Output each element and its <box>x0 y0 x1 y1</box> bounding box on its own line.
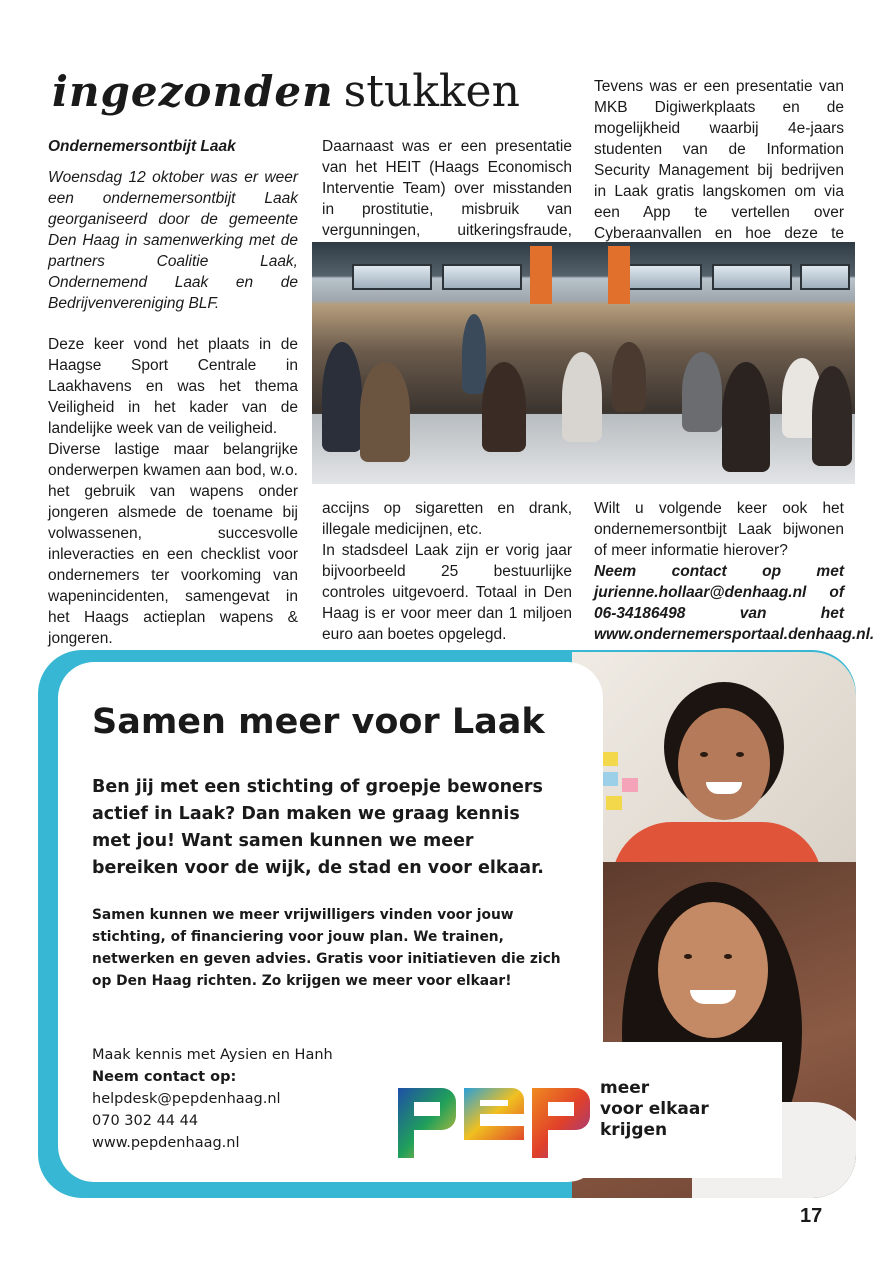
article-heit-paragraph: Daarnaast was er een presentatie van het HEIT (Haags Economisch Interventie Team) over misstanden in prostitutie, misbruik van vergunningen, uitkeringsfraude, <box>322 138 572 239</box>
article-column-1 <box>48 136 298 649</box>
page-number: 17 <box>800 1205 823 1227</box>
tagline-line-3: krijgen <box>600 1120 668 1140</box>
title-word-stukken: stukken <box>343 66 520 117</box>
event-photo <box>312 242 855 484</box>
advert-contact <box>92 1044 333 1154</box>
advert-phone[interactable]: 070 302 44 44 <box>92 1113 199 1129</box>
advert-lead: Ben jij met een stichting of groepje bewoners actief in Laak? Dan maken we graag kennis met jou! Want samen kunnen we meer bereiken voor de wijk, de stad en voor elkaar. <box>92 777 544 878</box>
advert-meet-line: Maak kennis met Aysien en Hanh <box>92 1047 333 1063</box>
tagline-line-2: voor elkaar <box>600 1099 709 1119</box>
article-subheading: Ondernemersontbijt Laak <box>48 138 236 155</box>
article-paragraph-2: Deze keer vond het plaats in de Haagse Sport Centrale in Laakhavens en was het thema Veiligheid in het kader van de landelijke week van de veiligheid. <box>48 336 298 437</box>
article-contact-info: Neem contact op met jurienne.hollaar@denhaag.nl of 06-34186498 van het www.ondernemersportaal.denhaag.nl. <box>594 563 875 643</box>
article-controles-paragraph: In stadsdeel Laak zijn er vorig jaar bijvoorbeeld 25 bestuurlijke controles uitgevoerd. Totaal in Den Haag is er voor meer dan 1 miljoen euro aan boetes opgelegd. <box>322 542 572 643</box>
advert-heading: Samen meer voor Laak <box>92 702 545 742</box>
tagline-line-1: meer <box>600 1078 650 1098</box>
article-paragraph-3: Diverse lastige maar belangrijke onderwerpen kwamen aan bod, w.o. het gebruik van wapens onder jongeren alsmede de toename bij volwassenen, succesvolle inleveracties en een checklist voor ondernemers ter voorkoming van wapenincidenten, samengevat in het Haags actieplan wapens & jongeren. <box>48 441 298 647</box>
article-column-3-bottom <box>594 498 875 645</box>
pep-letter-p2 <box>532 1088 590 1158</box>
article-column-3-top <box>594 76 844 265</box>
advert-body: Samen kunnen we meer vrijwilligers vinden voor jouw stichting, of financiering voor jouw plan. We trainen, netwerken en geven advies. Gratis voor initiatieven die zich op Den Haag richten. Zo krijgen we meer voor elkaar! <box>92 907 561 989</box>
pep-logo <box>394 1082 594 1162</box>
page-title <box>52 66 520 126</box>
article-column-2-bottom <box>322 498 572 645</box>
article-accijns-paragraph: accijns op sigaretten en drank, illegale medicijnen, etc. <box>322 500 572 538</box>
pep-letter-e <box>464 1088 524 1140</box>
title-word-ingezonden: ingezonden <box>52 67 334 116</box>
article-mkb-paragraph: Tevens was er een presentatie van MKB Digiwerkplaats en de mogelijkheid waarbij 4e-jaars studenten van de Information Security Management bij bedrijven in Laak gratis langskomen om via een App te vertellen over Cyberaanvallen en hoe deze te <box>594 78 844 242</box>
pep-tagline <box>600 1078 709 1141</box>
advert-website-link[interactable]: www.pepdenhaag.nl <box>92 1135 240 1151</box>
article-invitation: Wilt u volgende keer ook het ondernemersontbijt Laak bijwonen of meer informatie hierover? <box>594 500 844 559</box>
advert-email-link[interactable]: helpdesk@pepdenhaag.nl <box>92 1091 281 1107</box>
pep-letter-p1 <box>398 1088 456 1158</box>
portrait-aysien <box>572 652 856 862</box>
article-intro: Woensdag 12 oktober was er weer een ondernemersontbijt Laak georganiseerd door de gemeente Den Haag in samenwerking met de partners Coalitie Laak, Ondernemend Laak en de Bedrijvenvereniging BLF. <box>48 169 298 312</box>
advert-contact-label: Neem contact op: <box>92 1069 237 1085</box>
